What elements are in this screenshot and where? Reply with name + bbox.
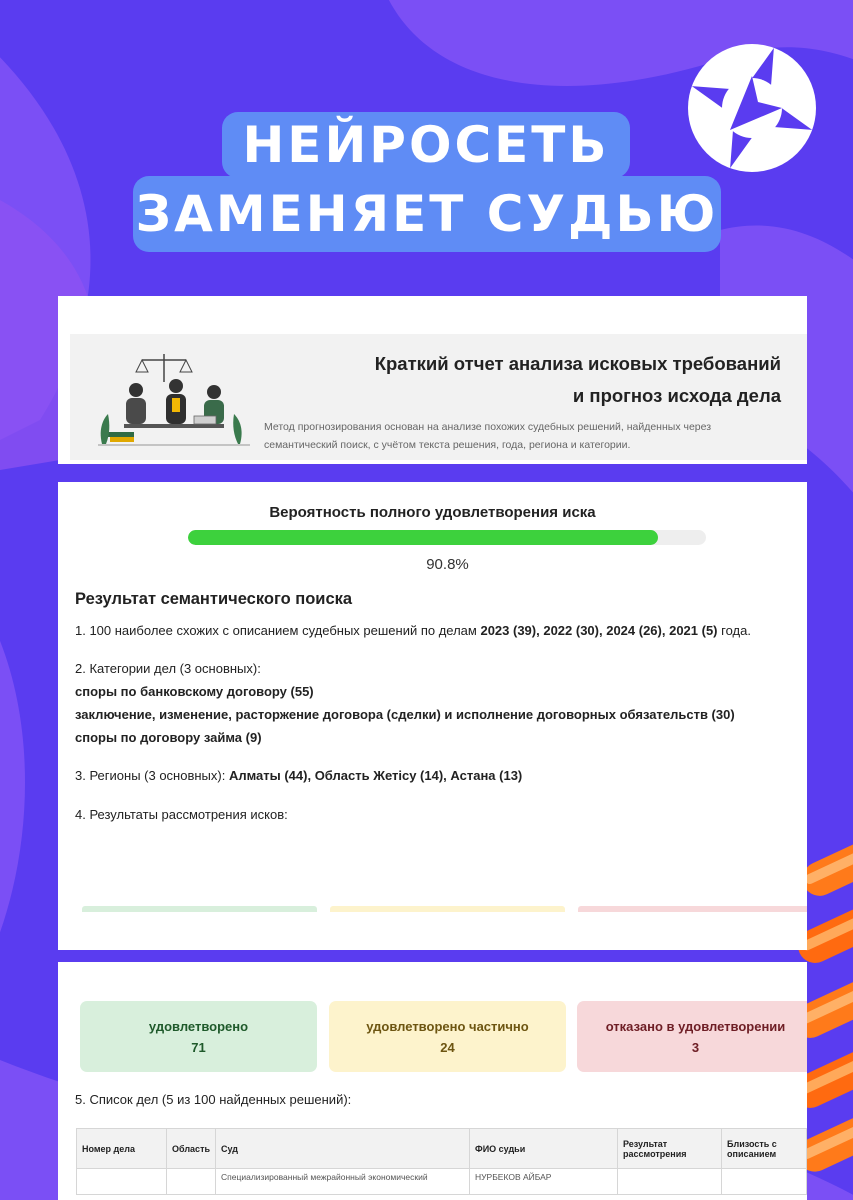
category-label: споры по договору займа (9) [75,730,262,745]
probability-title: Вероятность полного удовлетворения иска [269,504,596,521]
report-title-line-2: и прогноз исхода дела [572,385,781,406]
years-suffix: года. [717,623,751,638]
categories-heading: 2. Категории дел (3 основных): [75,661,261,676]
outcome-card-peek [578,906,807,912]
outcomes-panel [58,962,807,1200]
outcome-label: удовлетворено [148,1019,249,1034]
column-header: ФИО судьи [470,1129,618,1169]
years-prefix: 1. 100 наиболее схожих с описанием судебных решений по делам [75,623,481,638]
report-header [70,334,807,460]
outcome-card-partial [329,1001,566,1072]
category-label: споры по банковскому договору (55) [75,684,314,699]
judges-meeting-illustration [94,348,254,452]
category-item [75,707,735,722]
outcome-card-denied [577,1001,807,1072]
analysis-panel [58,482,807,950]
column-header: Суд [216,1129,470,1169]
category-label: заключение, изменение, расторжение договора (сделки) и исполнение договорных обязательств (30) [75,707,735,722]
report-title [311,348,781,412]
table-cell: Специализированный межрайонный экономический [216,1169,470,1195]
outcome-count: 71 [191,1040,206,1055]
report-header-panel [58,296,807,464]
semantic-search-title: Результат семантического поиска [75,590,353,608]
column-header: Номер дела [77,1129,167,1169]
table-cell [722,1169,807,1195]
years-summary [75,623,751,638]
outcome-card-peek [82,906,317,912]
column-header: Область [167,1129,216,1169]
headline-line-1: НЕЙРОСЕТЬ [222,112,630,178]
probability-bar [188,530,706,545]
outcome-cards-peek [82,906,807,912]
category-item [75,730,262,745]
regions-prefix: 3. Регионы (3 основных): [75,768,229,783]
probability-value: 90.8% [426,556,469,573]
outcome-count: 3 [691,1040,700,1055]
star-burst-logo-icon [682,38,822,178]
table-cell [77,1169,167,1195]
results-heading: 4. Результаты рассмотрения исков: [75,807,288,822]
table-row[interactable] [77,1169,807,1195]
cases-table [76,1128,807,1195]
headline-line-2: ЗАМЕНЯЕТ СУДЬЮ [133,176,721,252]
report-description-line-2: семантический поиск, с учётом текста решения, года, региона и категории. [264,439,631,451]
table-cell [618,1169,722,1195]
cases-list-title: 5. Список дел (5 из 100 найденных решений): [75,1092,352,1107]
outcome-card-satisfied [80,1001,317,1072]
outcome-label: удовлетворено частично [366,1019,529,1034]
probability-bar-fill [188,530,658,545]
column-header: Близость с описанием [722,1129,807,1169]
report-description-line-1: Метод прогнозирования основан на анализе похожих судебных решений, найденных через [264,421,712,433]
outcome-card-peek [330,906,565,912]
regions-values: Алматы (44), Область Жетісу (14), Астана (13) [228,768,523,783]
report-description [264,418,784,454]
regions-summary [75,768,522,783]
table-header-row [77,1129,807,1169]
column-header: Результат рассмотрения [618,1129,722,1169]
outcome-label: отказано в удовлетворении [605,1019,786,1034]
outcome-count: 24 [440,1040,455,1055]
years-values: 2023 (39), 2022 (30), 2024 (26), 2021 (5) [480,623,718,638]
report-title-line-1: Краткий отчет анализа исковых требований [374,353,781,374]
table-cell: НУРБЕКОВ АЙБАР [470,1169,618,1195]
category-item [75,684,314,699]
table-cell [167,1169,216,1195]
